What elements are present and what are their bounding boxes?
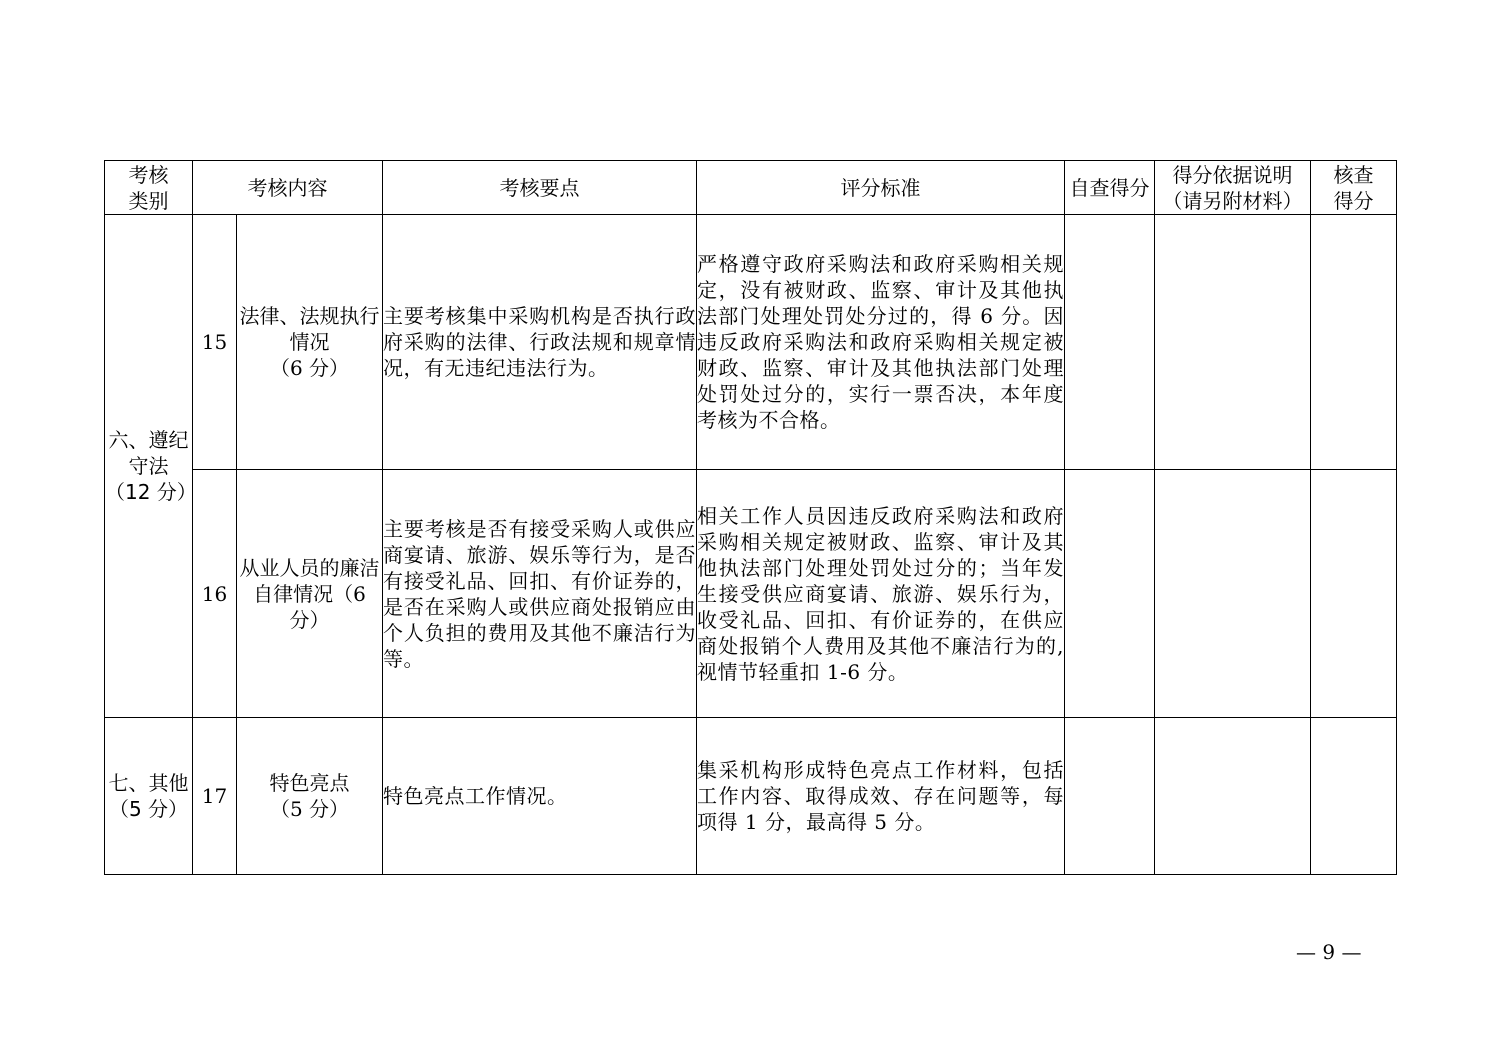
check-score-cell[interactable] bbox=[1311, 215, 1397, 470]
header-row bbox=[105, 161, 1397, 215]
table-row bbox=[105, 718, 1397, 875]
score-basis-cell[interactable] bbox=[1155, 470, 1311, 718]
assessment-table bbox=[104, 160, 1397, 875]
text-line: （12 分） bbox=[105, 480, 197, 504]
text-line: 考核内容 bbox=[247, 175, 328, 200]
self-score-cell[interactable] bbox=[1065, 718, 1155, 875]
item-content bbox=[237, 215, 383, 470]
header-criteria bbox=[697, 161, 1065, 215]
text-line: 守法 bbox=[128, 454, 169, 478]
text-line: 评分标准 bbox=[840, 175, 921, 200]
item-number: 15 bbox=[193, 215, 237, 470]
self-score-cell[interactable] bbox=[1065, 215, 1155, 470]
text-line: 特色亮点 bbox=[269, 771, 350, 795]
text-line: （6 分） bbox=[269, 356, 350, 380]
text-line: 法律、法规执行 bbox=[239, 304, 380, 328]
header-content bbox=[193, 161, 383, 215]
text-line: 自查得分 bbox=[1069, 175, 1150, 200]
header-points bbox=[383, 161, 697, 215]
item-points: 特色亮点工作情况。 bbox=[383, 718, 697, 875]
text-line: 情况 bbox=[289, 330, 330, 354]
self-score-cell[interactable] bbox=[1065, 470, 1155, 718]
text-line: 得分依据说明 bbox=[1172, 162, 1293, 187]
score-basis-cell[interactable] bbox=[1155, 215, 1311, 470]
header-category bbox=[105, 161, 193, 215]
check-score-cell[interactable] bbox=[1311, 470, 1397, 718]
category-cell bbox=[105, 718, 193, 875]
text-line: 七、其他 bbox=[108, 771, 189, 795]
table-row bbox=[105, 470, 1397, 718]
text-line: 类别 bbox=[128, 188, 169, 213]
text-line: 得分 bbox=[1333, 188, 1374, 213]
item-content: 从业人员的廉洁自律情况（6 分） bbox=[237, 470, 383, 718]
page-number: — 9 — bbox=[1296, 940, 1362, 964]
item-points: 主要考核是否有接受采购人或供应商宴请、旅游、娱乐等行为，是否有接受礼品、回扣、有价证券的，是否在采购人或供应商处报销应由个人负担的费用及其他不廉洁行为等。 bbox=[383, 470, 697, 718]
text-line: 核查 bbox=[1333, 162, 1374, 187]
text-line: 考核要点 bbox=[499, 175, 580, 200]
text-line: （请另附材料） bbox=[1162, 188, 1303, 213]
item-criteria: 相关工作人员因违反政府采购法和政府采购相关规定被财政、监察、审计及其他执法部门处理处罚处过分的；当年发生接受供应商宴请、旅游、娱乐行为，收受礼品、回扣、有价证券的，在供应商处报销个人费用及其他不廉洁行为的,视情节轻重扣 1-6 分。 bbox=[697, 470, 1065, 718]
item-number: 16 bbox=[193, 470, 237, 718]
item-criteria: 集采机构形成特色亮点工作材料，包括工作内容、取得成效、存在问题等，每项得 1 分，最高得 5 分。 bbox=[697, 718, 1065, 875]
table-row bbox=[105, 215, 1397, 470]
text-line: 六、遵纪 bbox=[108, 428, 189, 452]
category-cell bbox=[105, 215, 197, 718]
text-line: （5 分） bbox=[108, 797, 189, 821]
check-score-cell[interactable] bbox=[1311, 718, 1397, 875]
text-line: （5 分） bbox=[269, 797, 350, 821]
item-criteria: 严格遵守政府采购法和政府采购相关规定，没有被财政、监察、审计及其他执法部门处理处罚处分过的，得 6 分。因违反政府采购法和政府采购相关规定被财政、监察、审计及其他执法部门处理处罚处过分的，实行一票否决，本年度考核为不合格。 bbox=[697, 215, 1065, 470]
text-line: 考核 bbox=[128, 162, 169, 187]
header-check-score bbox=[1311, 161, 1397, 215]
score-basis-cell[interactable] bbox=[1155, 718, 1311, 875]
item-points: 主要考核集中采购机构是否执行政府采购的法律、行政法规和规章情况，有无违纪违法行为。 bbox=[383, 215, 697, 470]
header-score-basis bbox=[1155, 161, 1311, 215]
item-content bbox=[237, 718, 383, 875]
item-number: 17 bbox=[193, 718, 237, 875]
header-self-score bbox=[1065, 161, 1155, 215]
